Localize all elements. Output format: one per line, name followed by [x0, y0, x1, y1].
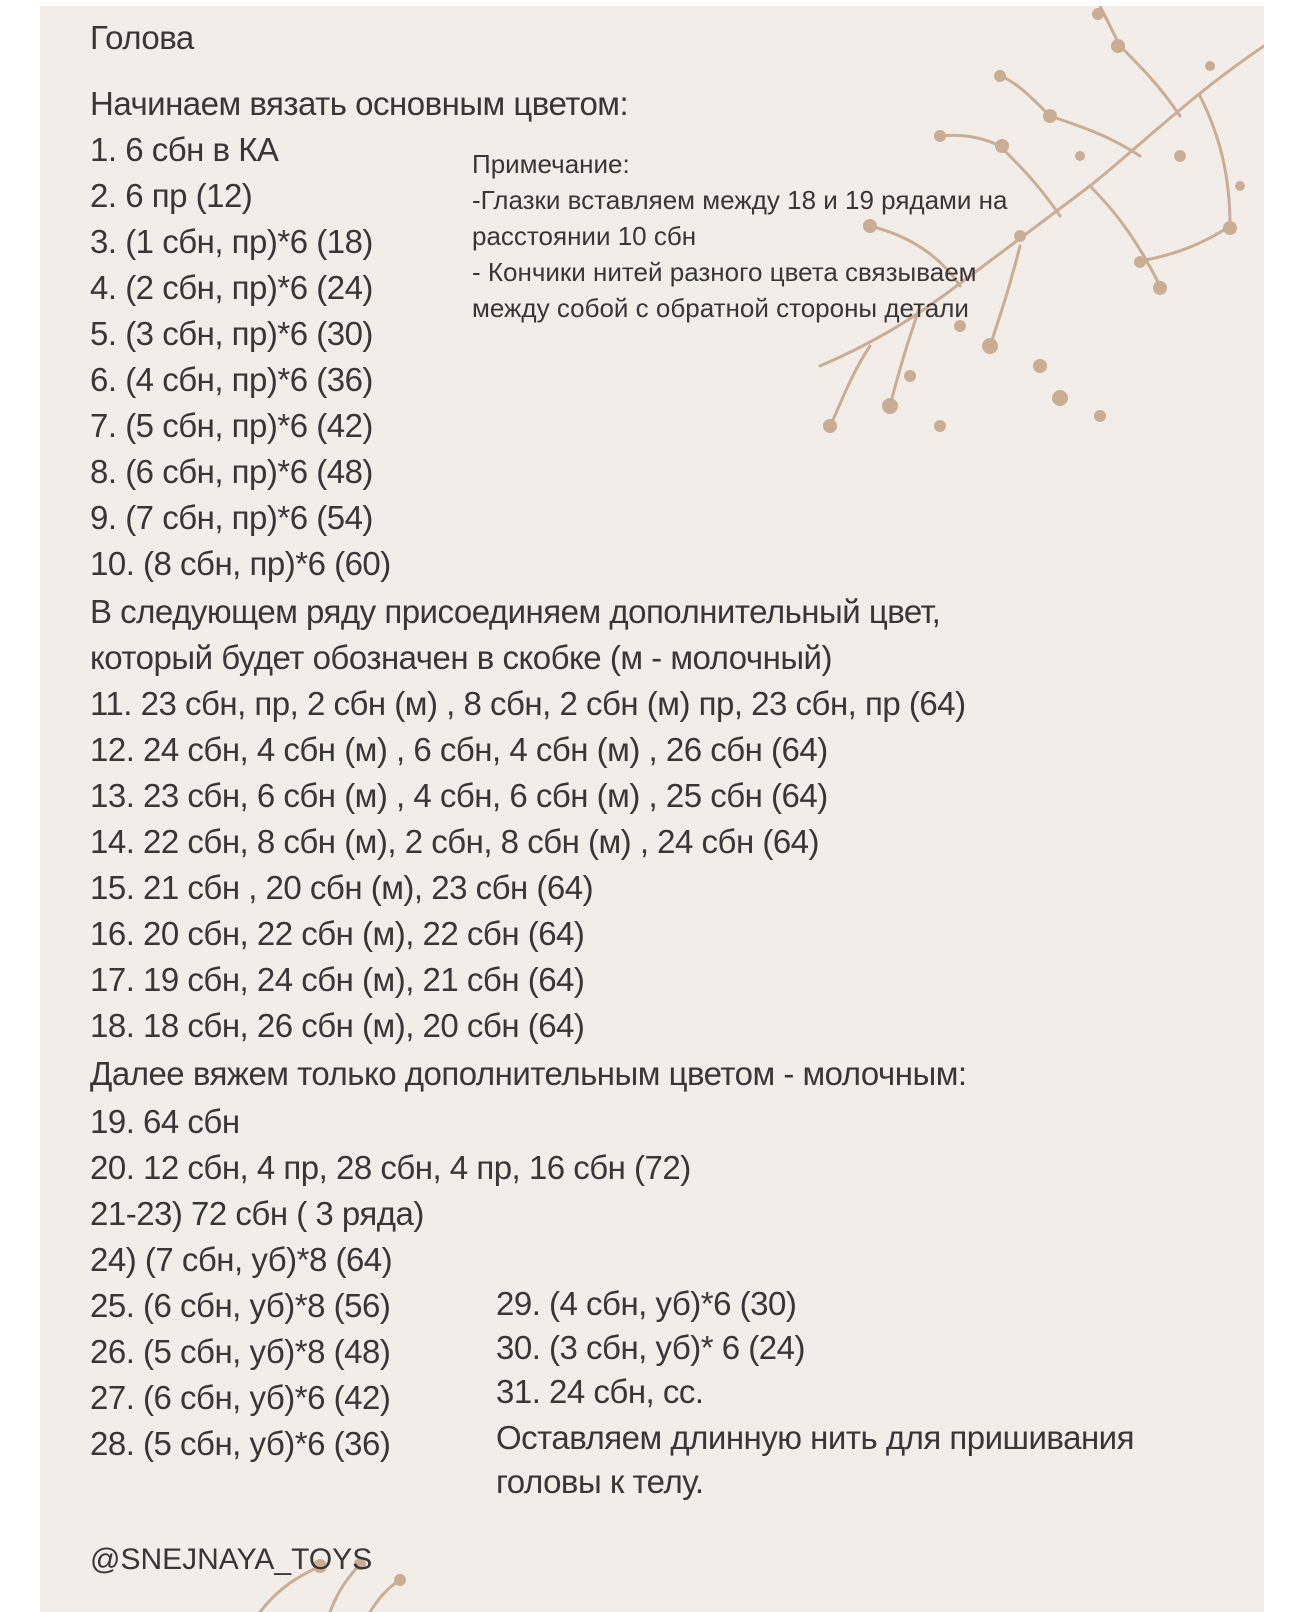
pattern-row: 29. (4 сбн, уб)*6 (30) [496, 1285, 797, 1322]
intro-text: Начинаем вязать основным цветом: [90, 85, 629, 122]
pattern-row: 18. 18 сбн, 26 сбн (м), 20 сбн (64) [90, 1007, 585, 1044]
pattern-card [40, 6, 1264, 1612]
note-block [472, 146, 1007, 326]
pattern-row: 8. (6 сбн, пр)*6 (48) [90, 453, 373, 490]
pattern-row: 17. 19 сбн, 24 сбн (м), 21 сбн (64) [90, 961, 585, 998]
page-title: Голова [90, 19, 194, 56]
pattern-row: 14. 22 сбн, 8 сбн (м), 2 сбн, 8 сбн (м) , 24 сбн (64) [90, 823, 820, 860]
pattern-row: 9. (7 сбн, пр)*6 (54) [90, 499, 373, 536]
pattern-row: 19. 64 сбн [90, 1103, 240, 1140]
note-line: - Кончики нитей разного цвета связываем [472, 257, 977, 287]
pattern-row: 10. (8 сбн, пр)*6 (60) [90, 545, 391, 582]
finish-line: головы к телу. [496, 1463, 704, 1500]
pattern-row: 6. (4 сбн, пр)*6 (36) [90, 361, 373, 398]
pattern-row: 4. (2 сбн, пр)*6 (24) [90, 269, 373, 306]
pattern-row: 1. 6 сбн в КА [90, 131, 279, 168]
milk-intro-text: Далее вяжем только дополнительным цветом - молочным: [90, 1055, 967, 1092]
color-intro-line: В следующем ряду присоединяем дополнительный цвет, [90, 593, 941, 630]
pattern-row: 31. 24 сбн, сс. [496, 1373, 704, 1410]
pattern-row: 11. 23 сбн, пр, 2 сбн (м) , 8 сбн, 2 сбн (м) пр, 23 сбн, пр (64) [90, 685, 966, 722]
pattern-row: 7. (5 сбн, пр)*6 (42) [90, 407, 373, 444]
pattern-row: 25. (6 сбн, уб)*8 (56) [90, 1287, 391, 1324]
pattern-row: 12. 24 сбн, 4 сбн (м) , 6 сбн, 4 сбн (м) , 26 сбн (64) [90, 731, 828, 768]
pattern-row: 27. (6 сбн, уб)*6 (42) [90, 1379, 391, 1416]
pattern-row: 5. (3 сбн, пр)*6 (30) [90, 315, 373, 352]
pattern-row: 26. (5 сбн, уб)*8 (48) [90, 1333, 391, 1370]
pattern-row: 2. 6 пр (12) [90, 177, 253, 214]
pattern-row: 21-23) 72 сбн ( 3 ряда) [90, 1195, 424, 1232]
pattern-row: 20. 12 сбн, 4 пр, 28 сбн, 4 пр, 16 сбн (72) [90, 1149, 691, 1186]
pattern-row: 24) (7 сбн, уб)*8 (64) [90, 1241, 393, 1278]
pattern-row: 3. (1 сбн, пр)*6 (18) [90, 223, 373, 260]
note-line: между собой с обратной стороны детали [472, 293, 969, 323]
pattern-row: 30. (3 сбн, уб)* 6 (24) [496, 1329, 805, 1366]
pattern-row: 15. 21 сбн , 20 сбн (м), 23 сбн (64) [90, 869, 594, 906]
note-line: расстоянии 10 сбн [472, 221, 697, 251]
finish-line: Оставляем длинную нить для пришивания [496, 1419, 1134, 1456]
author-handle: @SNEJNAYA_TOYS [90, 1543, 373, 1576]
pattern-row: 16. 20 сбн, 22 сбн (м), 22 сбн (64) [90, 915, 585, 952]
pattern-row: 13. 23 сбн, 6 сбн (м) , 4 сбн, 6 сбн (м) , 25 сбн (64) [90, 777, 828, 814]
note-line: -Глазки вставляем между 18 и 19 рядами на [472, 185, 1008, 215]
pattern-row: 28. (5 сбн, уб)*6 (36) [90, 1425, 391, 1462]
note-title: Примечание: [472, 149, 630, 179]
color-intro-line: который будет обозначен в скобке (м - молочный) [90, 639, 832, 676]
